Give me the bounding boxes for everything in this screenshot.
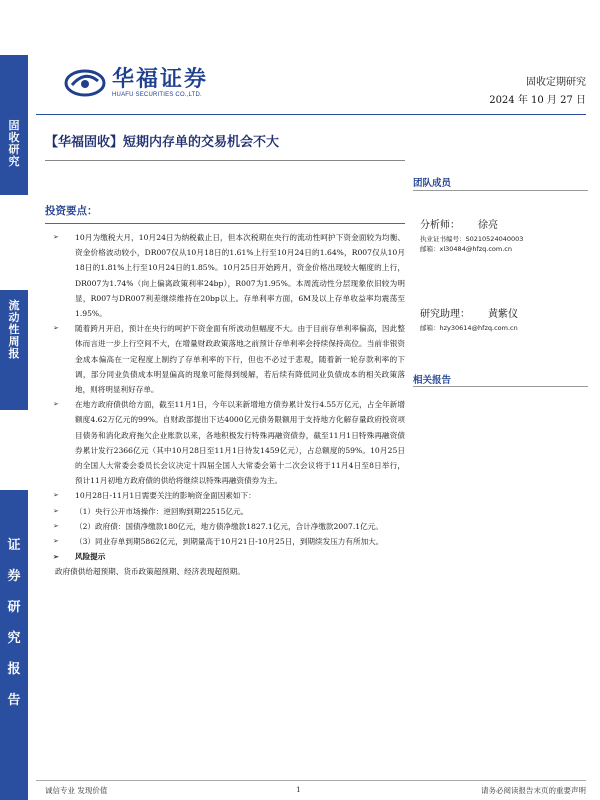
section-heading: 投资要点：: [45, 205, 98, 217]
header-meta: [489, 74, 586, 110]
assistant-role: 研究助理：: [420, 309, 470, 320]
bullet-arrow-icon: ➢: [53, 552, 59, 562]
footer-divider: [36, 780, 586, 781]
logo-chinese-name: 华福证券: [112, 67, 209, 92]
assistant-email: 邮箱：hzy30614@hfzq.com.cn: [420, 324, 518, 332]
assistant-name: 黄紫仪: [488, 309, 518, 320]
left-strip: [0, 0, 28, 800]
risk-text: 政府债供给超预期、货币政策超预期、经济表现超预期。: [55, 567, 245, 577]
bullet-arrow-icon: ➢: [53, 233, 59, 241]
list-item: ➢ 在地方政府债供给方面，截至11月1日，今年以来新增地方债券累计发行4.55万亿元，占全年新增额度4.62万亿元的99%。自财政部提出下达4000亿元债务限额用于支持地方化解存量政府投资项目债务和消化政府拖欠企业账款以来，各地积极发行特殊再融资债券，截至11月1日特殊再融资债券累计发行2366亿元（其中10月28日至11月1日待发1459亿元），占总额度的59%。10月25日的全国人大常委会委员长会议决定十四届全国人大常委会第十二次会议将于11月4日至8日举行，预计11月初地方政府债的供给将继续以特殊再融资债券为主。: [45, 397, 405, 488]
footer-slogan: 诚信专业 发现价值: [45, 786, 108, 795]
footer-disclaimer: 请务必阅读报告末页的重要声明: [481, 786, 586, 795]
list-item: ➢ 10月为缴税大月，10月24日为纳税截止日，但本次税期在央行的流动性呵护下资金面较为均衡、资金价格波动较小，DR007仅从10月18日的1.61%上行至10月24日的1.64%，R007仅从10月18日的1.81%上行至10月24日的1.85%。10月25日开始跨月，资金价格出现较大幅度的上行，DR007为1.74%（向上偏离政策利率24bp），R007为1.95%。本周流动性分层现象依旧较为明显，R007与DR007利差继续维持在20bp以上。存单利率方面，6M及以上存单收益率均震荡至1.95%。: [45, 230, 405, 321]
strip-label-report-type: 流 动 性 周 报: [8, 299, 20, 360]
bullet-arrow-icon: ➢: [53, 506, 59, 515]
report-category: 固收定期研究: [526, 77, 586, 88]
strip-label-category: 固 收 研 究: [8, 119, 20, 168]
logo-english-name: HUAFU SECURITIES CO.,LTD.: [112, 92, 202, 98]
analyst-email: 邮箱：xl30484@hfzq.com.cn: [420, 245, 512, 253]
assistant-card: [420, 307, 518, 333]
related-reports-heading: 相关报告: [413, 375, 452, 386]
list-item: ➢ （3）同业存单到期5862亿元，到期量高于10月21日-10月25日，到期续发压力有所加大。: [45, 534, 405, 549]
analyst-name: 徐亮: [478, 220, 498, 231]
logo-mark-icon: [64, 68, 106, 98]
list-item: ➢ 10月28日-11月1日需要关注的影响资金面因素如下：: [45, 488, 405, 503]
list-item: ➢ （2）政府债：国债净缴款180亿元，地方债净缴款1827.1亿元，合计净缴款2007.1亿元。: [45, 519, 405, 534]
analyst-role: 分析师：: [420, 220, 460, 231]
team-heading: 团队成员: [413, 178, 452, 189]
company-logo: [64, 68, 208, 98]
report-title: 【华福固收】短期内存单的交易机会不大: [45, 135, 280, 150]
bullet-arrow-icon: ➢: [53, 521, 59, 530]
report-date: 2024 年 10 月 27 日: [489, 95, 586, 106]
related-divider: [413, 386, 588, 387]
team-divider: [413, 190, 588, 191]
bullet-arrow-icon: ➢: [53, 537, 59, 546]
page-number: 1: [296, 785, 301, 794]
header-divider: [36, 114, 586, 115]
bullet-arrow-icon: ➢: [53, 491, 59, 500]
analyst-card: [420, 218, 523, 254]
bullet-arrow-icon: ➢: [53, 324, 59, 333]
strip-label-report: 证 券 研 究 报 告: [7, 538, 21, 708]
title-divider: [45, 160, 405, 161]
bullet-arrow-icon: ➢: [53, 400, 59, 409]
analyst-cert: 执业证书编号：S0210524040003: [420, 235, 524, 243]
list-item: ➢ （1）央行公开市场操作：逆回购到期22515亿元。: [45, 504, 405, 519]
main-content: [45, 203, 405, 579]
section-divider: [45, 223, 405, 224]
risk-heading: ➢ 风险提示: [45, 549, 405, 564]
list-item: ➢ 随着跨月开启，预计在央行的呵护下资金面有所波动但幅度不大。由于目前存单利率偏高，因此整体而言进一步上行空间不大，在增量财政政策落地之前预计存单利率会持续保持高位。当前非银资金成本偏高在一定程度上制约了存单利率的下行，但也不必过于悲观，随着新一轮存款利率的下调，部分同业负债成本明显偏高的现象可能得到缓解，若后续有降低同业负债成本的相关政策落地，则将明显利好存单。: [45, 321, 405, 397]
